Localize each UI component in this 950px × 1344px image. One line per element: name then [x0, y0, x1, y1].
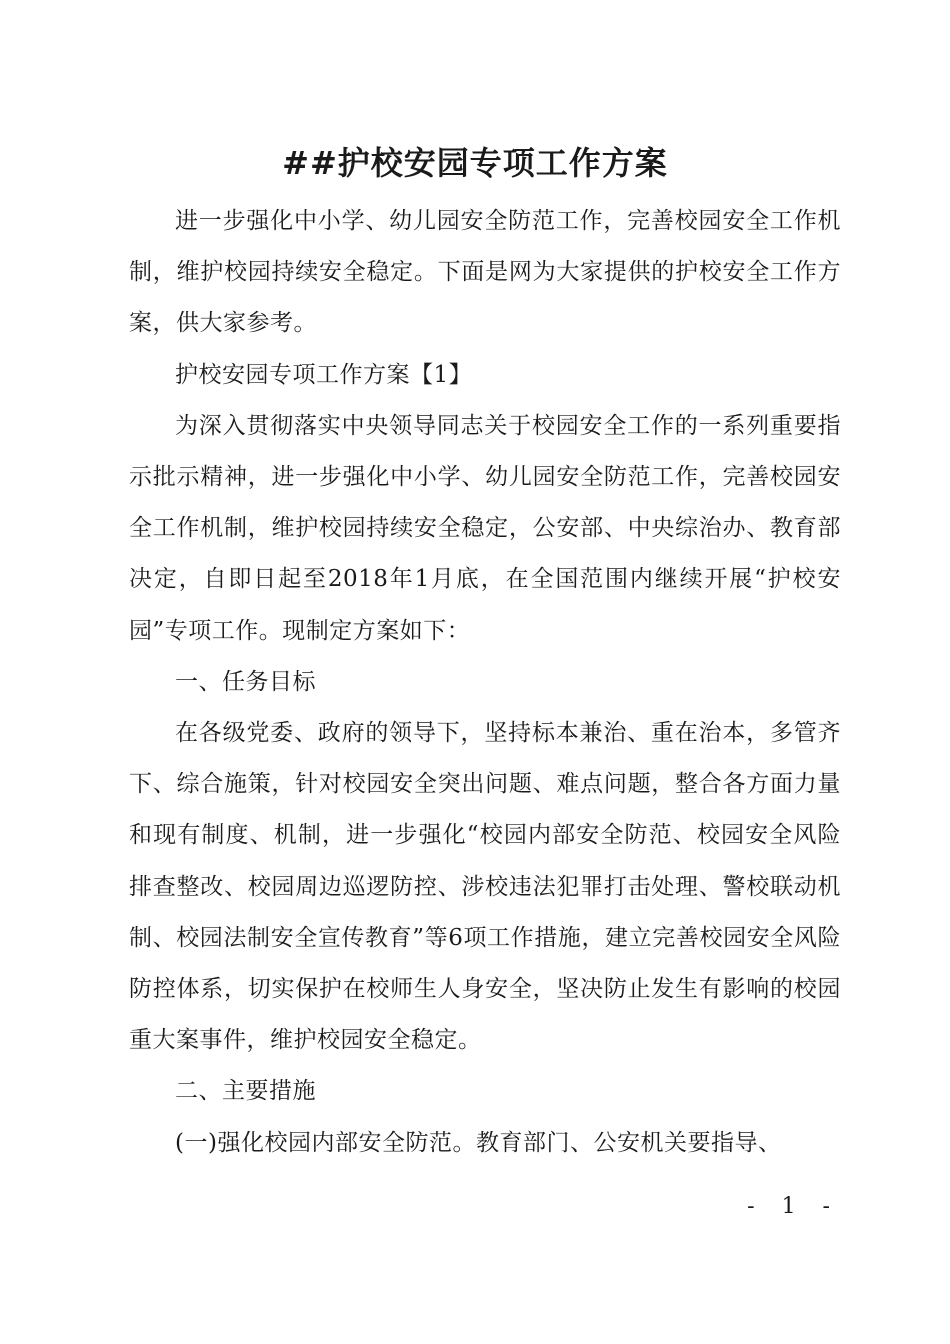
task-goal-paragraph: 在各级党委、政府的领导下，坚持标本兼治、重在治本，多管齐下、综合施策，针对校园安全突出问题、难点问题，整合各方面力量和现有制度、机制，进一步强化“校园内部安全防范、校园安全风险排查整改、校园周边巡逻防控、涉校违法犯罪打击处理、警校联动机制、校园法制安全宣传教育”等6项工作措施，建立完善校园安全风险防控体系，切实保护在校师生人身安全，坚决防止发生有影响的校园重大案事件，维护校园安全稳定。: [129, 720, 841, 1054]
section-heading-plan-1: 护校安园专项工作方案【1】: [175, 361, 473, 388]
measure-1-paragraph: (一)强化校园内部安全防范。教育部门、公安机关要指导、: [175, 1129, 782, 1156]
document-body: [129, 196, 841, 1169]
page-number: - 1 -: [747, 1194, 840, 1219]
section-heading-task-goal: 一、任务目标: [175, 668, 316, 695]
intro-paragraph: 进一步强化中小学、幼儿园安全防范工作，完善校园安全工作机制，维护校园持续安全稳定。下面是网为大家提供的护校安全工作方案，供大家参考。: [129, 208, 841, 337]
section-heading-main-measures: 二、主要措施: [175, 1078, 316, 1105]
background-paragraph: 为深入贯彻落实中央领导同志关于校园安全工作的一系列重要指示批示精神，进一步强化中小学、幼儿园安全防范工作，完善校园安全工作机制，维护校园持续安全稳定，公安部、中央综治办、教育部决定，自即日起至2018年1月底，在全国范围内继续开展“护校安园”专项工作。现制定方案如下：: [129, 412, 841, 644]
document-title: ##护校安园专项工作方案: [282, 144, 668, 182]
